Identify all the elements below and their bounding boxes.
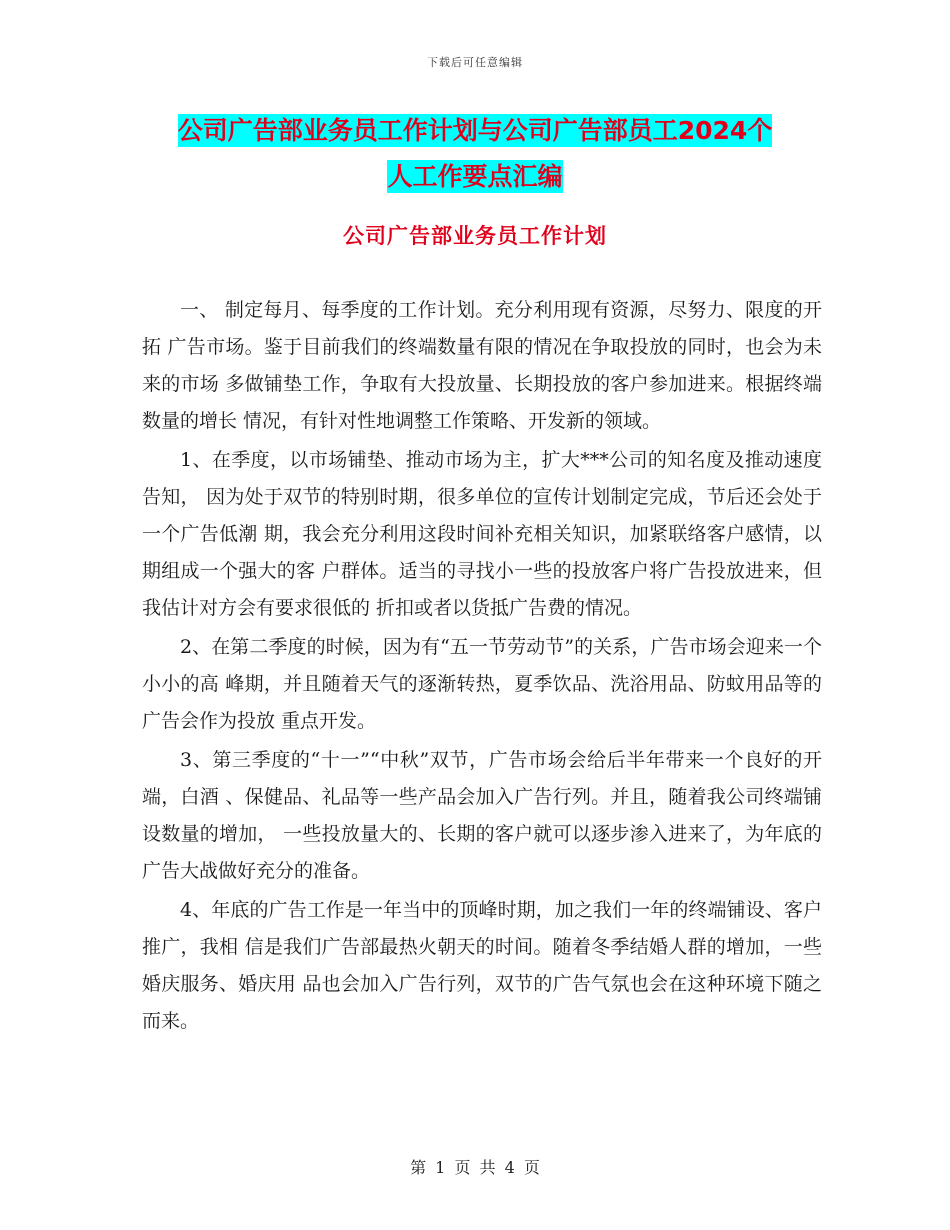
header-note: 下载后可任意编辑	[427, 56, 523, 69]
paragraph: 一、 制定每月、每季度的工作计划。充分利用现有资源，尽努力、限度的开拓 广告市场。鉴于目前我们的终端数量有限的情况在争取投放的同时，也会为未来的市场 多做铺垫工作，争取有大投放量、长期投放的客户参加进来。根据终端数量的增长 情况，有针对性地调整工作策略、开发新的领域。	[142, 299, 822, 432]
paragraph: 1、在季度，以市场铺垫、推动市场为主，扩大***公司的知名度及推动速度告知， 因为处于双节的特别时期，很多单位的宣传计划制定完成，节后还会处于一个广告低潮 期，我会充分利用这段时间补充相关知识，加紧联络客户感情，以期组成一个强大的客 户群体。适当的寻找小一些的投放客户将广告投放进来，但我估计对方会有要求很低的 折扣或者以货抵广告费的情况。	[142, 449, 822, 619]
paragraph: 3、第三季度的“十一”“中秋”双节，广告市场会给后半年带来一个良好的开端，白酒 、保健品、礼品等一些产品会加入广告行列。并且，随着我公司终端铺设数量的增加， 一些投放量大的、长期的客户就可以逐步渗入进来了，为年底的广告大战做好充分的准备。	[142, 749, 822, 882]
paragraph: 2、在第二季度的时候，因为有“五一节劳动节”的关系，广告市场会迎来一个小小的高 峰期，并且随着天气的逐渐转热，夏季饮品、洗浴用品、防蚊用品等的广告会作为投放 重点开发。	[142, 636, 822, 732]
section-title: 公司广告部业务员工作计划	[343, 224, 607, 248]
title-line-1: 公司广告部业务员工作计划与公司广告部员工2024个	[177, 116, 773, 145]
paragraph: 4、年底的广告工作是一年当中的顶峰时期，加之我们一年的终端铺设、客户推广，我相 信是我们广告部最热火朝天的时间。随着冬季结婚人群的增加，一些婚庆服务、婚庆用 品也会加入广告行列，双节的广告气氛也会在这种环境下随之而来。	[142, 899, 822, 1032]
title-line-2: 人工作要点汇编	[387, 162, 563, 191]
document-title	[140, 108, 810, 200]
page-number: 第 1 页 共 4 页	[410, 1158, 540, 1177]
body-text	[142, 292, 822, 1042]
